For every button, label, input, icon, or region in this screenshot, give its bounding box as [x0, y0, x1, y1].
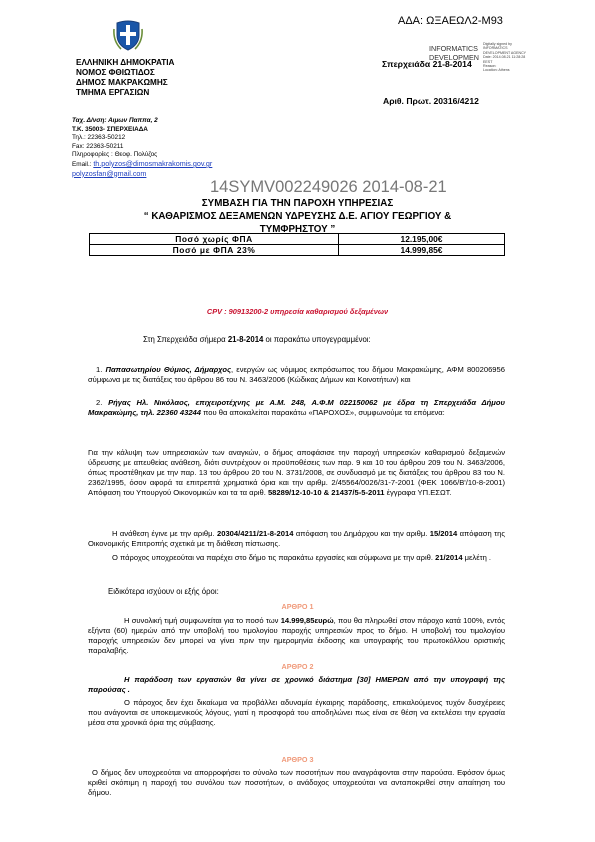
coverage-tail: έγγραφα ΥΠ.ΕΣΩΤ.: [384, 488, 452, 497]
article-1-text: [88, 616, 505, 656]
assignment-paragraph: [88, 529, 505, 549]
amount-label: Ποσό χωρίς ΦΠΑ: [90, 234, 339, 245]
party-1-rest: , ενεργών ως νόμιμος εκπρόσωπος του δήμου Μακρακώμης, ΑΦΜ 800206956 σύμφωνα με τις διατάξεις του άρθρου 86 του Ν. 3463/2006 (Κώδικας Δήμων και Κοινοτήτων) και: [88, 365, 505, 384]
email-link-2[interactable]: polyzosfan@gmail.com: [72, 168, 147, 178]
fax: Fax: 22363-50211: [72, 142, 124, 150]
email-label: Email.:: [72, 160, 92, 168]
coverage-paragraph: [88, 448, 505, 498]
letterhead: [76, 58, 174, 98]
assign-committee: 15/2014: [429, 529, 458, 538]
assign-a: Η ανάθεση έγινε με την αριθμ.: [112, 529, 218, 538]
protocol-number: Αριθ. Πρωτ. 20316/4212: [383, 96, 479, 106]
party-2-name: Ρήγας Ηλ. Νικόλαος, επιχειροτέχνης με Α.Μ. 248, Α.Φ.Μ 022150062 με έδρα τη Σπερχειάδα Δήμου Μακρακώμης, τηλ. 22360 43244: [88, 398, 505, 417]
address: Ταχ. Δ/νση: Αιμων Παππα, 2: [72, 117, 158, 124]
title-line-2: “ ΚΑΘΑΡΙΣΜΟΣ ΔΕΞΑΜΕΝΩΝ ΥΔΡΕΥΣΗΣ Δ.Ε. ΑΓΙΟΥ ΓΕΩΡΓΙΟΥ &: [143, 211, 452, 222]
amounts-table: [89, 233, 505, 256]
sig-line: Location: Athens: [483, 68, 510, 73]
oblig-f: Ο πάροχος υποχρεούται να παρέχει στο δήμο τις παρακάτω εργασίες και σύμφωνα με την αριθ.: [112, 553, 436, 562]
cpv-code: CPV : 90913200-2 υπηρεσία καθαρισμού δεξαμένων: [206, 307, 389, 316]
assign-e: απόφαση της Οικονομικής Επιτροπής σχετικά με τη διάθεση πίστωσης.: [88, 529, 505, 548]
intro-post: οι παρακάτω υπογεγραμμένοι:: [263, 335, 371, 344]
info-contact: Πληροφορίες : Θεοφ. Πολύζος: [72, 151, 158, 159]
letterhead-line: ΔΗΜΟΣ ΜΑΚΡΑΚΩΜΗΣ: [76, 78, 168, 87]
assign-decision: 20304/4211/21-8-2014: [217, 529, 294, 538]
contract-title: [0, 197, 595, 236]
amount-label: Ποσό με ΦΠΑ 23%: [90, 245, 339, 256]
party-1-num: 1.: [96, 365, 106, 374]
stamp-line2: DEVELOPMEN: [429, 53, 479, 62]
sig-line: DEVELOPMENT AGENCY: [483, 50, 527, 55]
study-number: 21/2014: [435, 553, 463, 562]
party-1-name: Παπασωτηρίου Θύμιος, Δήμαρχος: [105, 365, 232, 374]
intro-pre: Στη Σπερχειάδα σήμερα: [143, 335, 228, 344]
party-1: [88, 365, 505, 385]
table-row: [90, 245, 505, 256]
art1-post: , που θα πληρωθεί στον πάροχο κατά 100%, εντός εξήντα (60) ημερών από την υποβολή του τιμολογίου παροχής υπηρεσιών προς το δήμο. Η υποβολή του τιμολογίου παροχής υπηρεσιών δεν μπορεί να γίνει πριν την ημερομηνία έκδοσης και υπογραφής του πρωτοκόλλου οριστικής παραλαβής.: [88, 616, 505, 655]
oblig-h: μελέτη .: [462, 553, 492, 562]
email-link-1[interactable]: th.polyzos@dimosmakrakomis.gov.gr: [93, 158, 213, 168]
terms-intro: Ειδικότερα ισχύουν οι εξής όροι:: [108, 587, 219, 596]
party-2-num: 2.: [96, 398, 109, 407]
letterhead-line: ΕΛΛΗΝΙΚΗ ΔΗΜΟΚΡΑΤΙΑ: [76, 58, 175, 67]
article-3-text: Ο δήμος δεν υποχρεούται να απορροφήσει το σύνολο των ποσοτήτων που αναγράφονται στην παρούσα. Εφόσον όμως κριθεί σκόπιμη η παροχή του συνόλου των ποσοτήτων, ο ανάδοχος υποχρεούται να ανταποκριθεί στην απαίτηση του δήμου.: [88, 768, 505, 797]
article-1-heading: ΑΡΘΡΟ 1: [281, 602, 314, 611]
title-line-1: ΣΥΜΒΑΣΗ ΓΙΑ ΤΗΝ ΠΑΡΟΧΗ ΥΠΗΡΕΣΙΑΣ: [201, 198, 394, 209]
article-2-text: Ο πάροχος δεν έχει δικαίωμα να προβάλλει αδυναμία έγκαιρης παράδοσης, επικαλούμενος τυχόν δυσχέρειες που ανάγονται σε υποκειμενικούς λόγους, γιατί η προσφορά του αποδηλώνει πως είναι σε θέση να εκτελέσει την εργασία μέσα στα χρονικά όρια της σύμβασης.: [88, 698, 505, 727]
contact-block: [72, 117, 212, 178]
ada-code: ΑΔΑ: ΩΞΑΕΩΛ2-Μ93: [398, 15, 503, 27]
amount-value: 14.999,85€: [339, 245, 505, 256]
greek-emblem-icon: [113, 19, 143, 51]
place-date: Σπερχειάδα 21-8-2014: [382, 59, 472, 69]
party-2-rest: που θα αποκαλείται παρακάτω «ΠΑΡΟΧΟΣ», συμφωνούμε τα επόμενα:: [201, 408, 445, 417]
sig-line: Date: 2014.08.21 11:28:28: [483, 55, 526, 60]
article-3-heading: ΑΡΘΡΟ 3: [281, 755, 314, 764]
table-row: [90, 234, 505, 245]
title-line-3: ΤΥΜΦΡΗΣΤΟΥ ”: [259, 224, 336, 235]
letterhead-line: ΝΟΜΟΣ ΦΘΙΩΤΙΔΟΣ: [76, 68, 155, 77]
telephone: Τηλ.: 22363-50212: [72, 134, 126, 142]
letterhead-line: ΤΜΗΜΑ ΕΡΓΑΣΙΩΝ: [76, 88, 150, 97]
postal-code: Τ.Κ. 35003- ΣΠΕΡΧΕΙΑΔΑ: [72, 125, 148, 133]
coverage-text: Για την κάλυψη των υπηρεσιακών των αναγκών, ο δήμος αποφάσισε την παροχή υπηρεσιών καθαρισμού δεξαμενών ύδρευσης με απευθείας ανάθεση, διότι συντρέχουν οι προϋποθέσεις των παρ. 9 και 10 του άρθρου 209 του Ν. 3463/2006, όπως προστέθηκαν με την παρ. 13 του άρθρου 20 του Ν. 3731/2008, σε συνδυασμό με τις διατάξεις του άρθρου 83 του Ν. 2362/1995, όσον αφορά τα επιτρεπτά χρηματικά όρια και την αριθμ. 2/45564/0026/31-7-2001 (ΦΕΚ 1066/Β'/10-8-2001) Απόφαση του Υπουργού Οικονομικών και τα τα αριθ.: [88, 448, 505, 497]
intro-date: 21-8-2014: [227, 335, 264, 344]
article-2-delivery: Η παράδοση των εργασιών θα γίνει σε χρονικό διάστημα [30] ΗΜΕΡΩΝ από την υπογραφή της παρούσας .: [88, 675, 505, 694]
obligation-paragraph: [88, 553, 505, 563]
amount-value: 12.195,00€: [339, 234, 505, 245]
assign-c: απόφαση του Δημάρχου και την αριθμ.: [293, 529, 430, 538]
sig-line: Digitally signed by: [483, 42, 512, 46]
intro-line: [143, 335, 371, 344]
coverage-docs: 58289/12-10-10 & 21437/5-5-2011: [267, 488, 385, 497]
art1-pre: Η συνολική τιμή συμφωνείται για το ποσό των: [124, 616, 281, 625]
signature-details: [483, 42, 526, 73]
sig-line: EEST: [483, 59, 493, 64]
art1-amount: 14.999,85ευρώ: [280, 616, 334, 625]
article-2-heading: ΑΡΘΡΟ 2: [281, 662, 314, 671]
stamp-line1: INFORMATICS: [429, 44, 478, 53]
sig-line: INFORMATICS: [483, 46, 508, 51]
document-id-watermark: 14SYMV002249026 2014-08-21: [210, 178, 447, 196]
party-2: [88, 398, 505, 418]
sig-line: Reason:: [483, 64, 497, 69]
